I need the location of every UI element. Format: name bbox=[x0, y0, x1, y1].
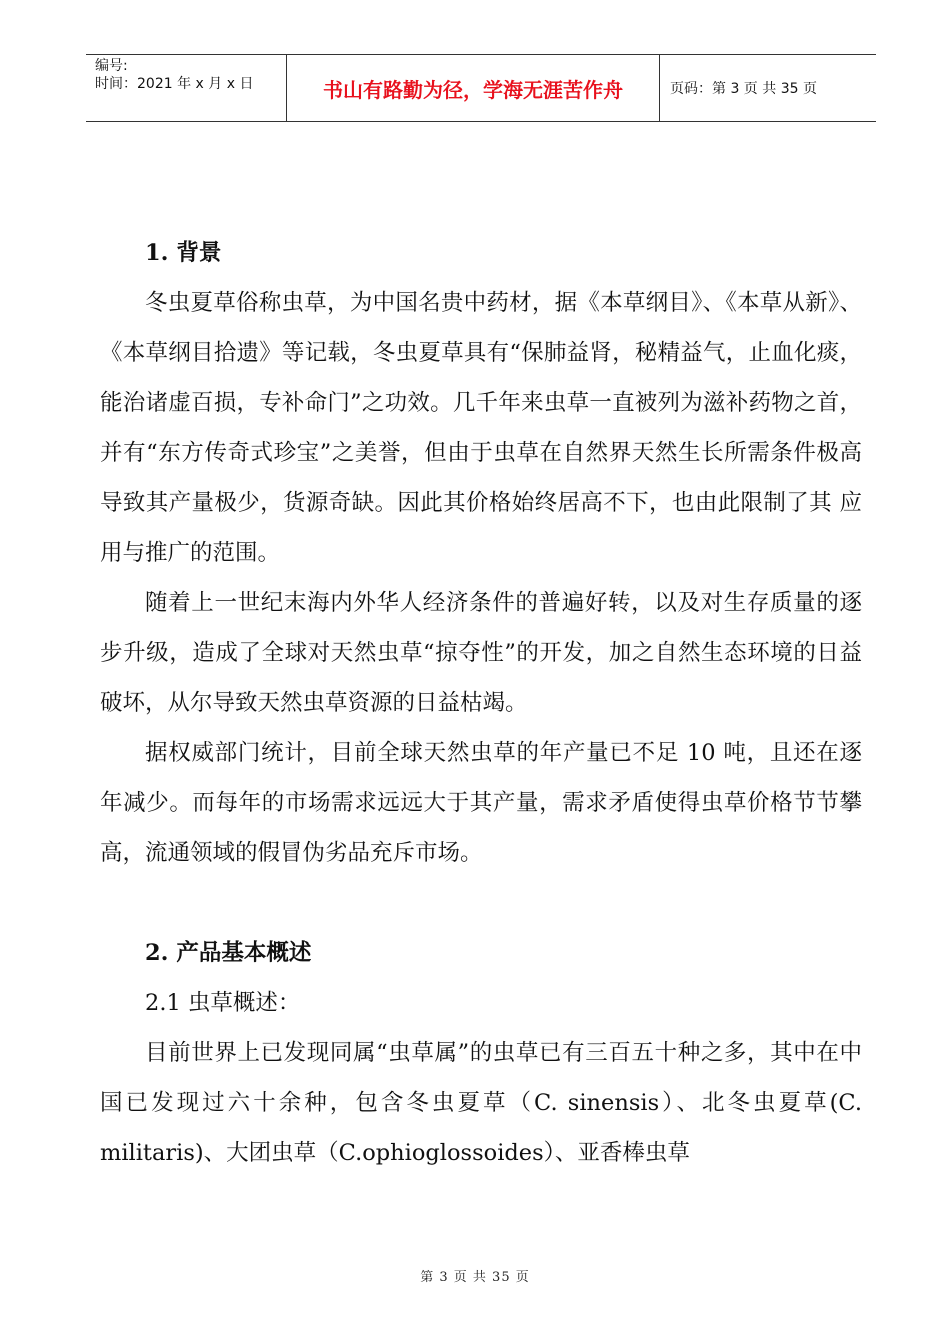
paragraph: 目前世界上已发现同属“虫草属”的虫草已有三百五十种之多，其中在中国已发现过六十余种，包含冬虫夏草（C. sinensis）、北冬虫夏草(C. militaris)、大团虫草（C.ophioglossoides）、亚香棒虫草 bbox=[100, 1040, 862, 1166]
subsection-heading: 2.1 虫草概述： bbox=[145, 990, 301, 1016]
document-body bbox=[100, 228, 862, 1178]
header-motto: 书山有路勤为径，学海无涯苦作舟 bbox=[287, 55, 660, 121]
section-heading-overview: 2. 产品基本概述 bbox=[145, 940, 312, 966]
page-header bbox=[86, 54, 876, 122]
header-page-info: 页码：第 3 页 共 35 页 bbox=[670, 81, 817, 97]
paragraph: 据权威部门统计，目前全球天然虫草的年产量已不足 10 吨，且还在逐年减少。而每年的市场需求远远大于其产量，需求矛盾使得虫草价格节节攀高，流通领域的假冒伪劣品充斥市场。 bbox=[100, 740, 862, 866]
section-heading-background: 1. 背景 bbox=[145, 240, 222, 266]
page-footer: 第 3 页 共 35 页 bbox=[420, 1270, 530, 1285]
section-spacer bbox=[100, 878, 862, 928]
document-date: 时间：2021 年 x 月 x 日 bbox=[95, 76, 254, 92]
paragraph: 随着上一世纪末海内外华人经济条件的普遍好转，以及对生存质量的逐步升级，造成了全球对天然虫草“掠夺性”的开发，加之自然生态环境的日益破坏，从尔导致天然虫草资源的日益枯竭。 bbox=[100, 590, 862, 716]
header-meta bbox=[86, 55, 287, 121]
document-code-label: 编号: bbox=[95, 58, 128, 74]
paragraph: 冬虫夏草俗称虫草，为中国名贵中药材，据《本草纲目》、《本草从新》、《本草纲目拾遗》等记载，冬虫夏草具有“保肺益肾，秘精益气，止血化痰，能治诸虚百损，专补命门”之功效。几千年来虫草一直被列为滋补药物之首，并有“东方传奇式珍宝”之美誉，但由于虫草在自然界天然生长所需条件极高导致其产量极少，货源奇缺。因此其价格始终居高不下，也由此限制了其 应用与推广的范围。 bbox=[100, 290, 862, 566]
